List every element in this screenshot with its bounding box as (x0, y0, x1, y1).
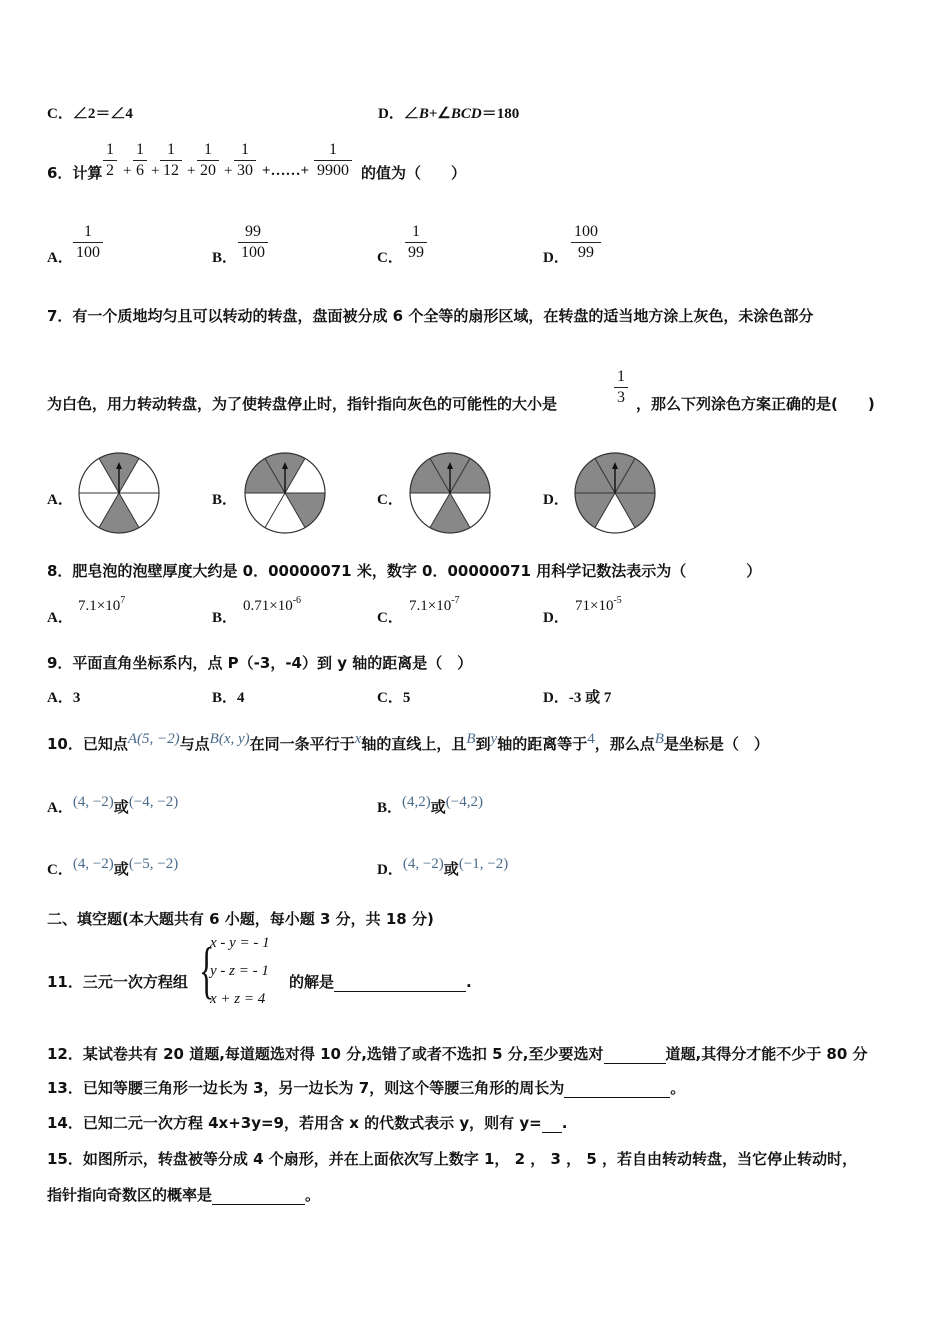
q11-blank[interactable] (334, 977, 466, 992)
q8-option-a (78, 595, 125, 615)
q8-option-c-exp: -7 (451, 595, 460, 606)
q7-wheel-b (244, 452, 326, 534)
q8-option-b-label: B． (212, 610, 238, 626)
q10-option-b-p1: (4,2) (402, 794, 431, 810)
q10-option-a (47, 796, 178, 817)
q13-blank[interactable] (564, 1083, 670, 1098)
q8-option-a-label: A． (47, 610, 73, 626)
q6-frac-5 (234, 140, 256, 181)
q10-option-a-or: 或 (113, 800, 129, 816)
q10-t7: ，那么点 (594, 735, 655, 753)
q9-option-b: B．4 (212, 690, 245, 706)
q13-text (47, 1077, 685, 1098)
q9-option-a: A．3 (47, 690, 81, 706)
q10-option-a-label: A． (47, 800, 73, 816)
q8-option-d-exp: -5 (613, 595, 622, 606)
q10-option-b (377, 796, 483, 817)
q7-line-2a: 为白色，用力转动转盘，为了使转盘停止时，指针指向灰色的可能性的大小是 (47, 395, 558, 413)
q7-option-b-label: B． (212, 492, 238, 508)
q10-option-a-p2: (−4, −2) (128, 794, 179, 810)
q10-four: 4 (587, 731, 595, 747)
q8-option-a-exp: 7 (120, 595, 126, 606)
q8-option-a-base: 7.1×10 (78, 598, 121, 614)
q6-frac-6 (314, 140, 352, 181)
q10-option-d (377, 858, 508, 879)
q10-point-a: A(5, −2) (127, 731, 180, 747)
q6-frac-2-num: 1 (136, 141, 144, 158)
q10-option-a-p1: (4, −2) (72, 794, 114, 810)
q10-t5: 到 (475, 735, 491, 753)
q10-t4: 轴的直线上，且 (361, 735, 467, 753)
q9-option-d: D．-3 或 7 (543, 690, 612, 706)
q11-brace: { (199, 934, 215, 1005)
q15-line-1: 15．如图所示，转盘被等分成 4 个扇形，并在上面依次写上数字 1， 2 ， 3 ， 5 ，若自由转动转盘，当它停止转动时， (47, 1150, 858, 1168)
q8-option-d-label: D． (543, 610, 569, 626)
q5-option-d-label: D． (378, 106, 404, 122)
q8-option-c-base: 7.1×10 (409, 598, 452, 614)
q8-text: 8．肥皂泡的泡壁厚度大约是 0．00000071 米，数字 0．00000071 用科学记数法表示为（ ） (47, 562, 762, 580)
q12-b: 道题,其得分才能不少于 80 分 (665, 1045, 868, 1063)
q14-text (47, 1112, 567, 1133)
q14-blank[interactable] (542, 1118, 562, 1133)
q6-frac-4 (197, 140, 219, 181)
q6-frac-3 (160, 140, 182, 181)
q6-frac-3-num: 1 (167, 141, 175, 158)
q6-option-c-label: C． (377, 250, 403, 266)
q6-frac-3-den: 12 (160, 160, 182, 181)
q10-option-c-label: C． (47, 862, 73, 878)
q10-b2: B (654, 731, 664, 747)
q12-a: 12．某试卷共有 20 道题,每道题选对得 10 分,选错了或者不选扣 5 分,至少要选对 (47, 1045, 604, 1063)
q10-option-c (47, 858, 178, 879)
q15-line-2 (47, 1184, 320, 1205)
q10-option-c-p1: (4, −2) (72, 856, 114, 872)
q10-option-d-or: 或 (443, 862, 459, 878)
q10-option-b-p2: (−4,2) (445, 794, 483, 810)
q6-frac-1-den: 2 (103, 160, 117, 181)
q7-frac-den: 3 (614, 387, 628, 408)
q7-wheel-a (78, 452, 160, 534)
q6-frac-5-den: 30 (234, 160, 256, 181)
q5-option-d-value: ＝180 (481, 106, 520, 122)
q10-t8: 是坐标是（ ） (663, 735, 769, 753)
q9-text: 9．平面直角坐标系内，点 P（-3，-4）到 y 轴的距离是（ ） (47, 654, 473, 672)
q6-frac-1-num: 1 (106, 141, 114, 158)
q6-option-b-num: 99 (245, 223, 261, 240)
q6-plus-3: + (187, 163, 196, 179)
q10-option-b-or: 或 (430, 800, 446, 816)
q6-option-a-num: 1 (84, 223, 92, 240)
q6-frac-5-num: 1 (241, 141, 249, 158)
q7-frac-num: 1 (617, 368, 625, 385)
q10-b: B (466, 731, 476, 747)
q11-end: . (466, 973, 472, 991)
q6-option-c-num: 1 (412, 223, 420, 240)
q13-a: 13．已知等腰三角形一边长为 3，另一边长为 7，则这个等腰三角形的周长为 (47, 1079, 565, 1097)
q10-option-b-label: B． (377, 800, 403, 816)
q10-t6: 轴的距离等于 (497, 735, 588, 753)
q8-option-d-base: 71×10 (575, 598, 614, 614)
q8-option-b-base: 0.71×10 (243, 598, 293, 614)
q6-frac-1 (103, 140, 117, 181)
q6-prefix: 6．计算 (47, 164, 103, 182)
q14-b: . (561, 1114, 568, 1132)
q10-option-d-label: D． (377, 862, 403, 878)
section-2-title: 二、填空题(本大题共有 6 小题，每小题 3 分，共 18 分) (47, 910, 434, 928)
q7-wheel-c (409, 452, 491, 534)
q6-option-b-label: B． (212, 250, 238, 266)
q10-point-b: B(x, y) (209, 731, 250, 747)
q6-option-c-den: 99 (405, 242, 427, 263)
q13-b: 。 (670, 1079, 686, 1097)
q7-option-a-label: A． (47, 492, 73, 508)
q10-option-d-p2: (−1, −2) (458, 856, 509, 872)
q11-eq-2: y - z = - 1 (210, 963, 269, 979)
q5-option-d-plus-angle: +∠ (428, 106, 451, 122)
q6-option-d-num: 100 (574, 223, 598, 240)
q6-frac-2-den: 6 (133, 160, 147, 181)
q5-option-d (378, 102, 519, 123)
q8-option-b (243, 595, 301, 615)
q6-suffix: 的值为（ ） (361, 164, 467, 182)
q6-option-d-label: D． (543, 250, 569, 266)
q8-option-c (409, 595, 460, 615)
q10-stem (47, 733, 769, 754)
q6-option-d-den: 99 (571, 242, 601, 263)
q8-option-d (575, 595, 622, 615)
q15-blank[interactable] (212, 1190, 305, 1205)
q11-eq-1: x - y = - 1 (210, 935, 270, 951)
q11-answer (289, 971, 472, 992)
q7-wheel-d (574, 452, 656, 534)
q5-option-d-bcd: BCD (450, 106, 482, 122)
q10-option-c-p2: (−5, −2) (128, 856, 179, 872)
q6-option-a-den: 100 (73, 242, 103, 263)
q6-plus-1: + (123, 163, 132, 179)
q6-frac-6-num: 1 (329, 141, 337, 158)
q15-line-2a: 指针指向奇数区的概率是 (47, 1186, 213, 1204)
q7-line-2b: ，那么下列涂色方案正确的是( ) (636, 395, 875, 413)
q9-option-c: C．5 (377, 690, 411, 706)
q6-frac-4-num: 1 (204, 141, 212, 158)
q5-option-c-label: C． (47, 106, 73, 122)
q6-option-b-frac (238, 222, 268, 263)
q12-blank[interactable] (604, 1049, 666, 1064)
q7-option-d-label: D． (543, 492, 569, 508)
q6-frac-2 (133, 140, 147, 181)
q10-t1: 10．已知点 (47, 735, 128, 753)
q10-t3: 在同一条平行于 (249, 735, 355, 753)
q10-y: y (490, 731, 498, 747)
q5-option-c-text: ∠2＝∠4 (72, 106, 133, 122)
q11-eq-3: x + z = 4 (210, 991, 266, 1007)
q7-line-1: 7．有一个质地均匀且可以转动的转盘，盘面被分成 6 个全等的扇形区域，在转盘的适当地方涂上灰色，未涂色部分 (47, 307, 814, 325)
q14-a: 14．已知二元一次方程 4x+3y=9，若用含 x 的代数式表示 y，则有 y= (47, 1114, 542, 1132)
q7-option-c-label: C． (377, 492, 403, 508)
q6-plus-2: + (151, 163, 160, 179)
q6-option-d-frac (571, 222, 601, 263)
q6-frac-4-den: 20 (197, 160, 219, 181)
q5-option-d-angle-sign: ∠ (403, 106, 419, 122)
q6-option-b-den: 100 (238, 242, 268, 263)
q10-option-d-p1: (4, −2) (402, 856, 444, 872)
q15-line-2b: 。 (305, 1186, 321, 1204)
q11-suffix: 的解是 (289, 973, 335, 991)
q11-prefix: 11．三元一次方程组 (47, 973, 188, 991)
q6-option-a-frac (73, 222, 103, 263)
q10-x: x (354, 731, 362, 747)
q12-text (47, 1043, 868, 1064)
q6-ellipsis: +……+ (262, 163, 310, 179)
q7-frac (614, 367, 628, 408)
q6-option-a-label: A． (47, 250, 73, 266)
q6-frac-6-den: 9900 (314, 160, 352, 181)
q8-option-c-label: C． (377, 610, 403, 626)
q5-option-d-b: B (418, 106, 429, 122)
q10-t2: 与点 (179, 735, 210, 753)
q8-option-b-exp: -6 (292, 595, 302, 606)
q5-option-c (47, 102, 133, 123)
q10-option-c-or: 或 (113, 862, 129, 878)
q6-option-c-frac (405, 222, 427, 263)
q6-plus-4: + (224, 163, 233, 179)
